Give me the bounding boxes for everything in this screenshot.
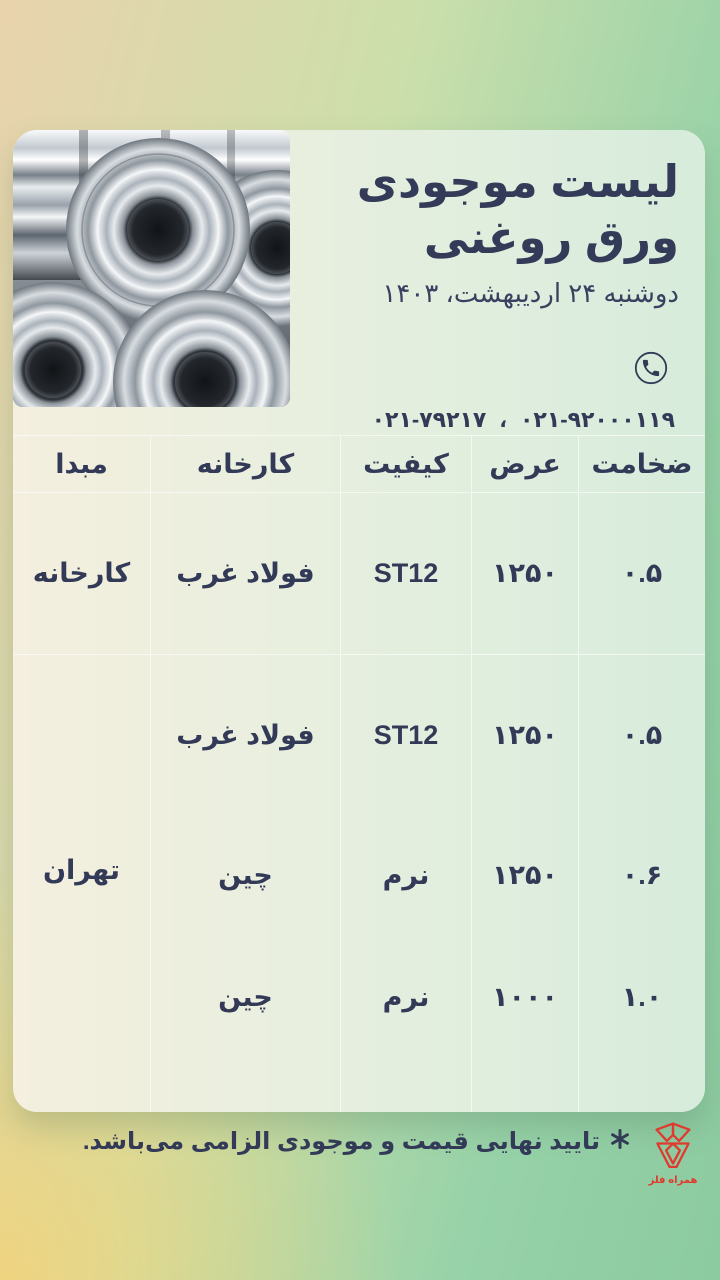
cell-width: ۱۲۵۰ bbox=[471, 493, 578, 655]
cell-width: ۱۲۵۰ bbox=[471, 655, 578, 815]
cell-origin: کارخانه bbox=[13, 493, 150, 655]
cell-width: ۱۰۰۰ bbox=[471, 935, 578, 1112]
date-label: دوشنبه ۲۴ اردیبهشت، ۱۴۰۳ bbox=[382, 277, 679, 308]
column-header-origin: مبدا bbox=[13, 435, 150, 493]
column-header-thickness: ضخامت bbox=[578, 435, 705, 493]
phone-separator: ، bbox=[499, 409, 507, 432]
cell-quality: ST12 bbox=[340, 493, 471, 655]
cell-factory: چین bbox=[150, 935, 340, 1112]
phone-number-secondary[interactable]: ۰۲۱-۷۹۲۱۷ bbox=[371, 407, 487, 432]
steel-coils-illustration bbox=[13, 130, 290, 407]
phone-icon bbox=[633, 350, 669, 391]
cell-origin: تهران bbox=[42, 855, 121, 885]
phone-number-primary[interactable]: ۰۲۱-۹۲۰۰۰۱۱۹ bbox=[519, 407, 675, 432]
cell-factory: فولاد غرب bbox=[150, 655, 340, 815]
column-header-factory: کارخانه bbox=[150, 435, 340, 493]
cell-quality: نرم bbox=[340, 935, 471, 1112]
brand-logo-icon bbox=[647, 1120, 699, 1174]
cell-quality: ST12 bbox=[340, 655, 471, 815]
column-header-width: عرض bbox=[471, 435, 578, 493]
inventory-card bbox=[13, 130, 705, 1112]
cell-thickness: ۰.۵ bbox=[578, 655, 705, 815]
card-header bbox=[305, 154, 679, 309]
phone-numbers bbox=[372, 407, 675, 433]
cell-quality: نرم bbox=[340, 815, 471, 935]
cell-factory: چین bbox=[150, 815, 340, 935]
disclaimer-note: تایید نهایی قیمت و موجودی الزامی می‌باشد. bbox=[82, 1128, 600, 1155]
page-title-line2: ورق روغنی bbox=[423, 211, 679, 263]
steel-coils-photo bbox=[13, 130, 290, 407]
cell-thickness: ۰.۶ bbox=[578, 815, 705, 935]
cell-width: ۱۲۵۰ bbox=[471, 815, 578, 935]
cell-factory: فولاد غرب bbox=[150, 493, 340, 655]
footer bbox=[16, 1120, 704, 1186]
cell-thickness: ۱.۰ bbox=[578, 935, 705, 1112]
contact-block bbox=[372, 350, 675, 433]
brand-logo-text: همراه فلز bbox=[648, 1175, 698, 1186]
cell-thickness: ۰.۵ bbox=[578, 493, 705, 655]
inventory-table bbox=[13, 435, 705, 1112]
hamrah-felez-logo bbox=[642, 1120, 704, 1186]
page-title-line1: لیست موجودی bbox=[356, 156, 679, 207]
asterisk-icon bbox=[610, 1129, 630, 1154]
column-header-quality: کیفیت bbox=[340, 435, 471, 493]
